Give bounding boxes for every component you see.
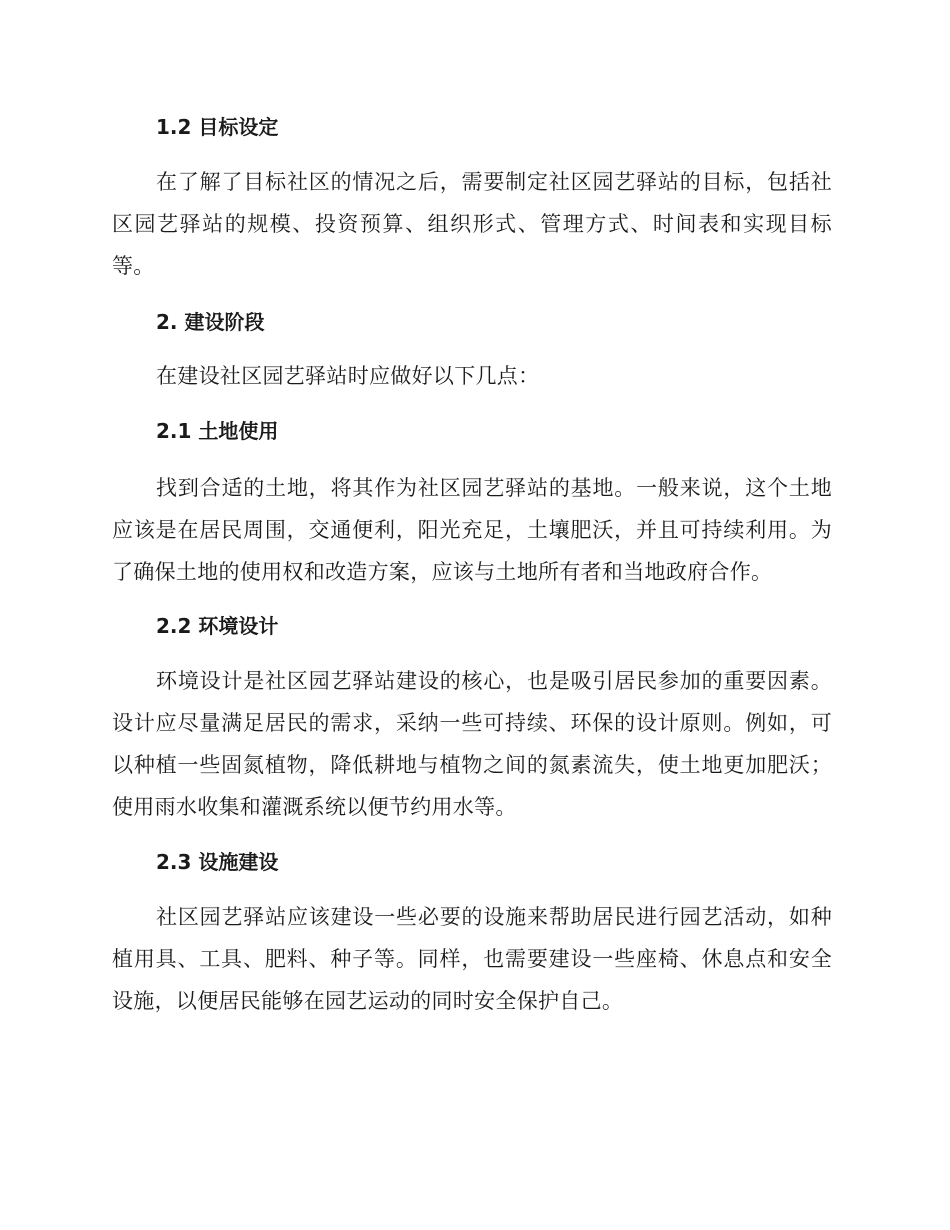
- section-heading-2-2: 2.2 环境设计: [156, 614, 279, 638]
- section-heading-2-1: 2.1 土地使用: [156, 419, 279, 443]
- section-heading-1-2: 1.2 目标设定: [156, 115, 279, 139]
- paragraph-construction-intro: 在建设社区园艺驿站时应做好以下几点：: [156, 364, 540, 388]
- section-heading-2: 2. 建设阶段: [156, 310, 265, 334]
- paragraph-environment-design: 环境设计是社区园艺驿站建设的核心，也是吸引居民参加的重要因素。设计应尽量满足居民的需求，采纳一些可持续、环保的设计原则。例如，可以种植一些固氮植物，降低耕地与植物之间的氮素流失，使土地更加肥沃；使用雨水收集和灌溉系统以便节约用水等。: [112, 669, 832, 819]
- section-heading-2-3: 2.3 设施建设: [156, 850, 279, 874]
- paragraph-facilities: 社区园艺驿站应该建设一些必要的设施来帮助居民进行园艺活动，如种植用具、工具、肥料、种子等。同样，也需要建设一些座椅、休息点和安全设施，以便居民能够在园艺运动的同时安全保护自己。: [112, 905, 832, 1013]
- paragraph-land-use: 找到合适的土地，将其作为社区园艺驿站的基地。一般来说，这个土地应该是在居民周围，交通便利，阳光充足，土壤肥沃，并且可持续利用。为了确保土地的使用权和改造方案，应该与土地所有者和当地政府合作。: [112, 476, 832, 584]
- paragraph-goal-setting: 在了解了目标社区的情况之后，需要制定社区园艺驿站的目标，包括社区园艺驿站的规模、投资预算、组织形式、管理方式、时间表和实现目标等。: [112, 170, 832, 278]
